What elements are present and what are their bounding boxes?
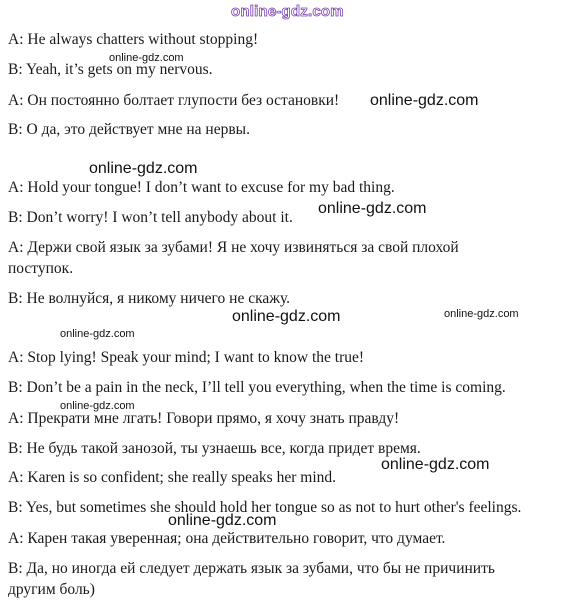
dialogue-line-18: другим боль) — [8, 581, 95, 598]
watermark-4: online-gdz.com — [318, 200, 427, 217]
watermark-1: online-gdz.com — [109, 52, 184, 64]
watermark-5: online-gdz.com — [232, 308, 341, 325]
watermark-7: online-gdz.com — [60, 328, 135, 340]
watermark-3: online-gdz.com — [89, 160, 198, 177]
dialogue-line-13: В: Не будь такой занозой, ты узнаешь все, когда придет время. — [8, 440, 421, 457]
dialogue-line-11: B: Don’t be a pain in the neck, I’ll tell you everything, when the time is coming. — [8, 379, 506, 396]
dialogue-line-8: поступок. — [8, 260, 74, 277]
dialogue-line-2: B: Yeah, it’s gets on my nervous. — [8, 61, 213, 78]
dialogue-line-4: В: О да, это действует мне на нервы. — [8, 121, 250, 138]
dialogue-line-17: В: Да, но иногда ей следует держать язык за зубами, что бы не причинить — [8, 560, 495, 577]
watermark-8: online-gdz.com — [60, 400, 135, 412]
dialogue-line-7: А: Держи свой язык за зубами! Я не хочу извиняться за свой плохой — [8, 239, 459, 256]
watermark-9: online-gdz.com — [381, 456, 490, 473]
dialogue-line-1: A: He always chatters without stopping! — [8, 31, 259, 48]
watermark-10: online-gdz.com — [168, 512, 277, 529]
dialogue-line-9: В: Не волнуйся, я никому ничего не скажу. — [8, 290, 291, 307]
dialogue-line-5: A: Hold your tongue! I don’t want to excuse for my bad thing. — [8, 179, 395, 196]
dialogue-line-3: А: Он постоянно болтает глупости без остановки! — [8, 92, 340, 109]
watermark-6: online-gdz.com — [444, 308, 519, 320]
dialogue-line-10: A: Stop lying! Speak your mind; I want to know the true! — [8, 349, 365, 366]
watermark-2: online-gdz.com — [370, 92, 479, 109]
dialogue-line-6: B: Don’t worry! I won’t tell anybody about it. — [8, 209, 293, 226]
watermark-top: online-gdz.com — [231, 3, 344, 20]
dialogue-line-16: А: Карен такая уверенная; она действительно говорит, что думает. — [8, 530, 446, 547]
dialogue-line-14: A: Karen is so confident; she really speaks her mind. — [8, 469, 336, 486]
dialogue-line-12: А: Прекрати мне лгать! Говори прямо, я хочу знать правду! — [8, 410, 400, 427]
dialogue-line-15: B: Yes, but sometimes she should hold her tongue so as not to hurt other's feelings. — [8, 499, 522, 516]
